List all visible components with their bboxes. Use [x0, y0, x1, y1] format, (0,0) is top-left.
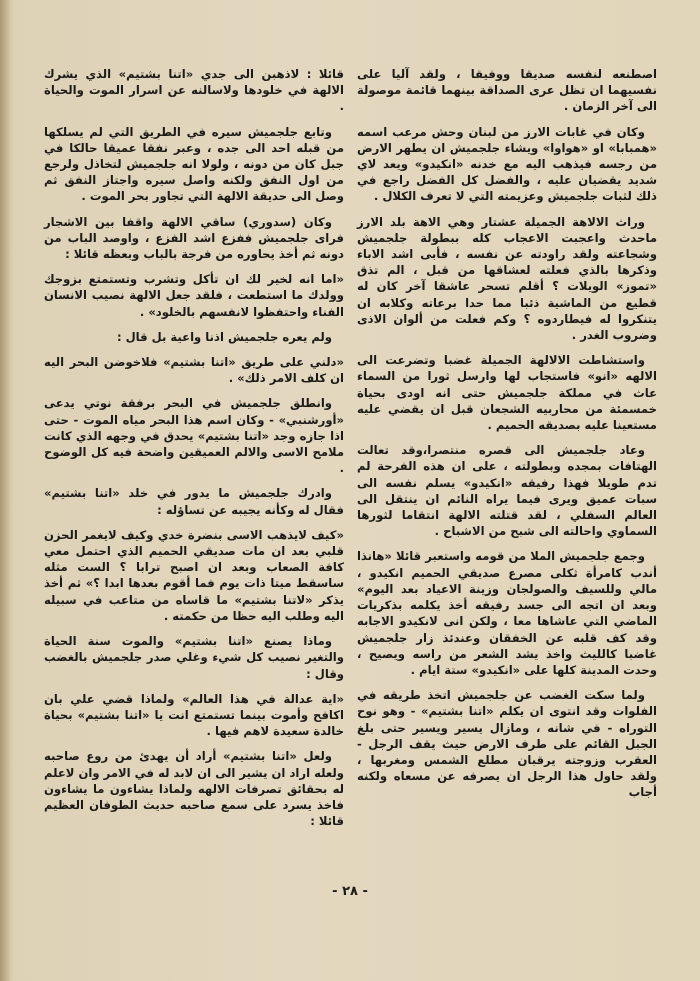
right-text-column: [357, 66, 657, 810]
paragraph: قائلا : لاذهبن الى جدي «اتنا بشتيم» الذي يشرك الالهة في خلودها ولاسالنه عن اسرار الموت والحياة .: [44, 67, 344, 114]
quoted-paragraph: «كيف لايذهب الاسى بنضرة خدي وكيف لايغمر الحزن قلبي بعد ان مات صديقي الحميم الذي احتمل معي كافة الصعاب وبعد ان اصبح ترابا ؟ الست مثله ساسقط ميتا ذات يوم فما أقوم بعدها ابدا ؟» ثم أخذ يذكر «لاتنا بشتيم» ما قاساه من متاعب في سبيله اليه وطلب اليه حظا من حكمته .: [44, 527, 344, 623]
paragraph: ولما سكت الغضب عن جلجميش اتخذ طريقه في الفلوات وقد انتوى ان يكلم «اتنا بشتيم» - وهو نوح التوراه - في شانه ، ومازال يسير ويسير حتى بلغ الجبل القائم على طرف الارض حيث يقف الرجل - العقرب وزوجته يرقبان مطلع الشمس ومغربها ، ولقد حاول هذا الرجل ان يصرفه عن مسعاه ولكنه أجاب: [357, 688, 657, 800]
paragraph: وادرك جلجميش ما يدور في خلد «اتنا بشتيم» فقال له وكأنه يجيبه عن تساؤله :: [44, 486, 344, 517]
page-edge: [0, 0, 10, 981]
paragraph: وتابع جلجميش سيره في الطريق التي لم يسلكها من قبله احد الى جده ، وعبر نفقا عميقا حالكا في جبل كان من دونه ، ولولا انه جلجميش لتخاذل ولرجع من اول النفق ولكنه واصل سيره واجتاز النفق ثم وصل الى حديقة الالهة التي تجاور بحر الموت .: [44, 124, 344, 204]
page-number: - ٢٨ -: [332, 884, 368, 899]
paragraph: وماذا يصنع «اتنا بشتيم» والموت سنة الحياة والتغير نصيب كل شيء وغلي صدر جلجميش بالغضب وقال :: [44, 634, 344, 681]
paragraph: ولعل «اتنا بشتيم» أراد أن يهدئ من روع صاحبه ولعله اراد ان يشير الى ان لابد له في الامر وان لاعلم له بحقائق تصرفات الالهه ولماذا يشاءون ما يشاءون فاخذ يسرد على سمع صاحبه حديث الطوفان العظيم قائلا :: [44, 749, 344, 829]
paragraph: وعاد جلجميش الى قصره منتصرا،وقد تعالت الهتافات بمجده وبطولته ، على ان هذه الفرحة لم تدم طويلا فهذا رفيقه «انكيدو» يسلم نفسه الى سبات عميق ويرى فيما يراه النائم ان ينتقل الى العالم السفلي ، لقد قتلته الالهة انتقاما لثورها السماوي واحالته الى شبح من الاشباح .: [357, 443, 657, 539]
quoted-paragraph: «اية عدالة في هذا العالم» ولماذا قضي علي بان اكافح وأموت بينما تستمتع انت يا «اتنا بشتيم» بحياة خالدة سعيدة لاهم فيها .: [44, 691, 344, 739]
paragraph: وانطلق جلجميش في البحر برفقة نوتي يدعى «أورشنبي» - وكان اسم هذا البحر مياه الموت - حتى اذا جازه وجد «اتنا بشتيم» يحدق في وجهه الذي كانت ملامح الاسى والالم العميقين واضحة فيه كل الوضوح .: [44, 396, 344, 476]
quoted-paragraph: «اما انه لخير لك ان تأكل وتشرب وتستمتع بزوجك وولدك ما استطعت ، فلقد جعل الالهة نصيب الانسان الفناء واحتفظوا لانفسهم بالخلود» .: [44, 272, 344, 319]
paragraph: وجمع جلجميش الملا من قومه واستعبر قائلا «هانذا أندب كامرأة ثكلى مصرع صديقي الحميم انكيدو ، مالي وللسيف والصولجان وزينة الاعياد بعد اليوم» وبعد ان اتجه الى جسد رفيقه أخذ يكلمه بذكريات الماضي التي عاشاها معا ، ولكن انى لانكيدو الاجابه وقد كف قلبه عن الخفقان وعندئذ زار جلجميش غاضبا كالليث واخذ يشد الشعر من راسه ويصيح ، وحدت المدينة كلها على «انكيدو» ستة ايام .: [357, 549, 657, 677]
paragraph: وكان في غابات الارز من لبنان وحش مرعب اسمه «همبابا» او «هواوا» ويشاء جلجميش ان يطهر الارض من رجسه فيذهب اليه مع خدنه «انكيدو» ويعد لاي شديد يقضيان عليه ، والفضل كل الفضل راجع في ذلك لثبات جلجميش وعزيمته التي لا تعرف الكلال .: [357, 124, 657, 204]
paragraph: وكان (سدوري) ساقي الالهة واقفا بين الاشجار فراى جلجميش ففزع اشد الفزع ، واوصد الباب من دونه ثم أخذ يحاوره من فرجة بالباب وبعظه قائلا :: [44, 214, 344, 262]
quoted-paragraph: «دلني على طريق «اتنا بشتيم» فلاخوضن البحر اليه ان كلف الامر ذلك» .: [44, 355, 344, 386]
left-text-column: [44, 66, 344, 838]
paragraph: واستشاطت الالالهة الجميلة غضبا وتضرعت الى الالهه «انو» فاستجاب لها وارسل ثورا من السماء عاث في مملكة جلجميش حتى انه اودى بحياة خمسمئة من محاربيه الشجعان قبل ان يقضي عليه مستعينا عليه بصديقه الحميم .: [357, 353, 657, 433]
paragraph: وراث الالاهة الجميلة عشتار وهي الاهة بلد الارز ماحدث واعجبت الاعجاب كله ببطولة جلجميش وشجاعته ولقد راودته عن نفسه ، فأبى اشد الاباء وذكرها بالذي فعلته لعشاقها من قبل ، الم تذق «تموز» الويلات ؟ أقلم تسحر عاشقا آخر كان له قطيع من الماشية ذئبا مما حدا برعاته وكلابه ان يتنكروا له فيطاردوه ؟ وكم فعلت من ألوان الاذى وضروب الغدر .: [357, 214, 657, 343]
paragraph: ولم يعره جلجميش اذنا واعية بل قال :: [116, 329, 332, 344]
paragraph: اصطنعه لنفسه صديقا ووفيقا ، ولقد آليا على نفسيهما ان تظل عرى الصداقة بينهما قائمة موصولة الى آخر الزمان .: [357, 67, 657, 114]
